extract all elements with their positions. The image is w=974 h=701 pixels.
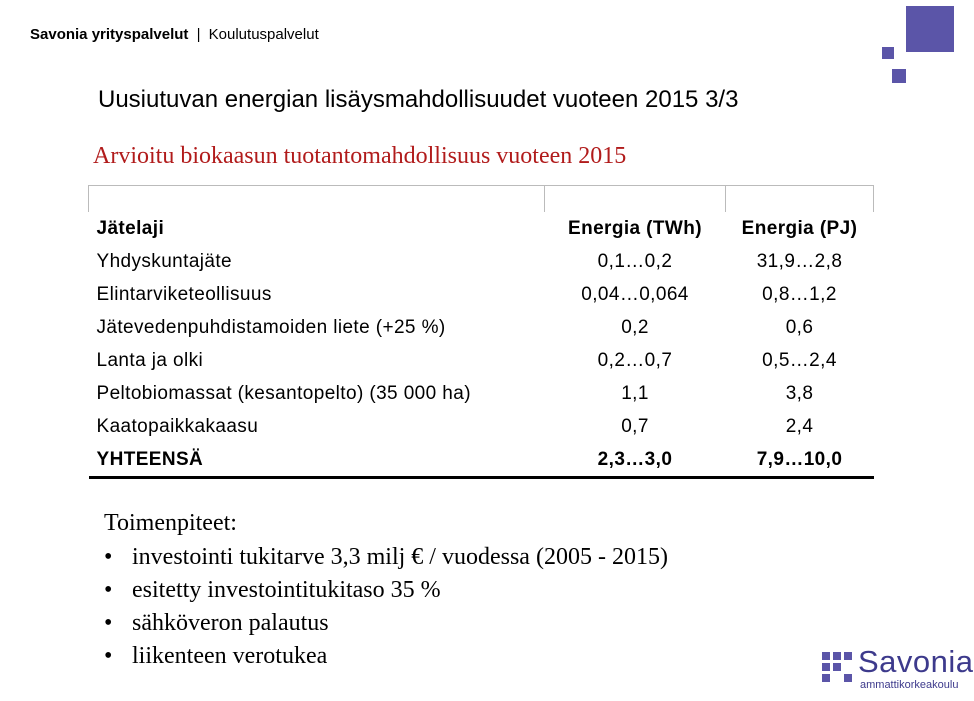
cell-energy-twh: 0,2	[621, 316, 649, 338]
actions-list	[104, 541, 668, 673]
cell-energy-twh: 0,04…0,064	[581, 283, 689, 305]
cell-energy-twh: 1,1	[621, 382, 649, 404]
table-row	[89, 377, 874, 410]
list-item: • esitetty investointitukitaso 35 %	[104, 574, 668, 607]
biogas-table	[88, 185, 874, 479]
cell-total-pj: 7,9…10,0	[726, 443, 874, 478]
table-row	[89, 344, 874, 377]
cell-waste-type: Lanta ja olki	[96, 349, 204, 371]
table-row	[89, 410, 874, 443]
slide-subtitle: Arvioitu biokaasun tuotantomahdollisuus vuoteen 2015	[93, 143, 627, 169]
table-total-row	[89, 443, 874, 478]
cell-energy-twh: 0,1…0,2	[597, 250, 673, 272]
cell-energy-pj: 0,5…2,4	[762, 349, 837, 371]
table-header-row	[89, 212, 874, 245]
actions-section	[104, 510, 668, 673]
cell-energy-pj: 3,8	[785, 382, 814, 404]
table-row	[89, 245, 874, 278]
table-row	[89, 311, 874, 344]
header-section: Koulutuspalvelut	[208, 26, 319, 43]
header-energy-twh: Energia (TWh)	[568, 217, 702, 239]
slide-title: Uusiutuvan energian lisäysmahdollisuudet vuoteen 2015 3/3	[98, 86, 739, 113]
cell-waste-type: Kaatopaikkakaasu	[96, 415, 259, 437]
table-spacer-row	[89, 186, 874, 213]
table-row	[89, 278, 874, 311]
header-brand: Savonia yrityspalvelut	[30, 26, 189, 43]
cell-waste-type: Yhdyskuntajäte	[96, 250, 233, 272]
cell-energy-pj: 0,6	[785, 316, 814, 338]
cell-energy-twh: 0,2…0,7	[597, 349, 673, 371]
list-item: • investointi tukitarve 3,3 milj € / vuodessa (2005 - 2015)	[104, 541, 668, 574]
logo-tagline: ammattikorkeakoulu	[860, 679, 959, 691]
cell-energy-pj: 31,9…2,8	[756, 250, 843, 272]
actions-label: Toimenpiteet:	[104, 510, 237, 536]
cell-total-twh: 2,3…3,0	[545, 443, 726, 478]
header-energy-pj: Energia (PJ)	[741, 217, 858, 239]
header-separator: |	[196, 26, 201, 43]
cell-energy-twh: 0,7	[621, 415, 649, 437]
list-item: • sähköveron palautus	[104, 607, 668, 640]
page-header	[30, 26, 319, 43]
list-item: • liikenteen verotukea	[104, 640, 668, 673]
logo-mark-icon	[822, 652, 852, 682]
cell-energy-pj: 2,4	[785, 415, 814, 437]
cell-waste-type: Jätevedenpuhdistamoiden liete (+25 %)	[96, 316, 446, 338]
logo-name: Savonia	[858, 644, 974, 679]
header-waste-type: Jätelaji	[96, 217, 165, 239]
cell-waste-type: Elintarviketeollisuus	[96, 283, 272, 305]
cell-energy-pj: 0,8…1,2	[762, 283, 837, 305]
cell-waste-type: Peltobiomassat (kesantopelto) (35 000 ha)	[96, 382, 471, 404]
cell-total-label: YHTEENSÄ	[89, 443, 545, 478]
